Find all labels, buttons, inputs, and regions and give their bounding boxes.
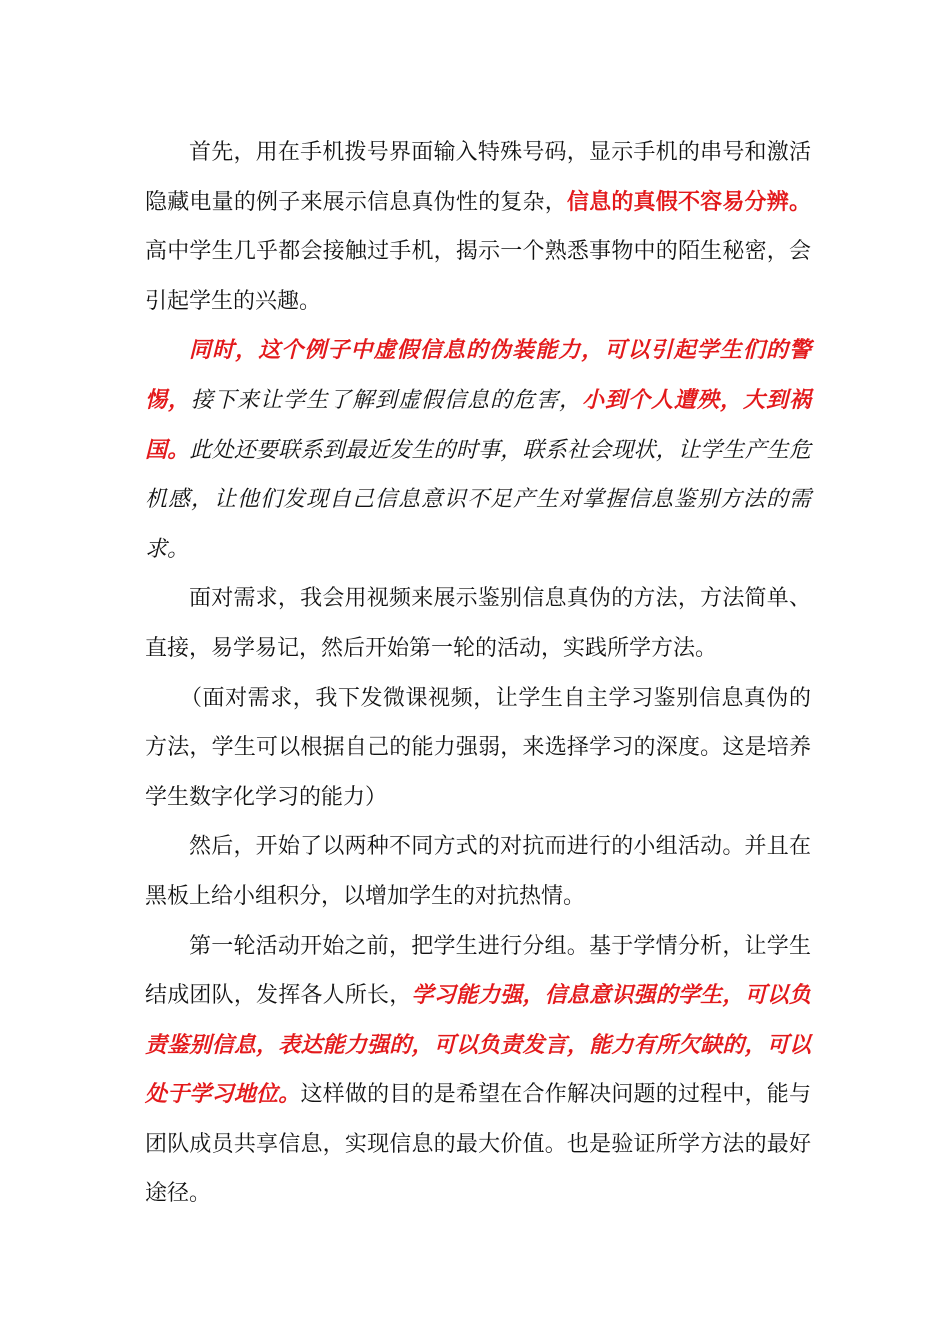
paragraph-4-run-1: （面对需求，我下发微课视频，让学生自主学习鉴别信息真伪的方法，学生可以根据自己的能力强弱，来选择学习的深度。这是培养学生数字化学习的能力） xyxy=(145,685,811,810)
paragraph-5-run-1: 然后，开始了以两种不同方式的对抗而进行的小组活动。并且在黑板上给小组积分，以增加学生的对抗热情。 xyxy=(145,834,811,909)
document-page xyxy=(145,128,811,1219)
paragraph-4 xyxy=(145,674,811,823)
paragraph-1 xyxy=(145,128,811,326)
paragraph-1-run-3: 高中学生几乎都会接触过手机，揭示一个熟悉事物中的陌生秘密，会引起学生的兴趣。 xyxy=(145,239,811,314)
paragraph-2-highlight-1: 同时，这个例子中虚假信息的伪装能力，可以引起学生们的警惕， xyxy=(145,337,811,413)
paragraph-5 xyxy=(145,822,811,921)
paragraph-3 xyxy=(145,574,811,673)
paragraph-1-run-1: 首先，用在手机拨号界面输入特殊号码，显示手机的串号和激活隐藏电量的例子来展示信息真伪性的复杂， xyxy=(145,140,811,215)
paragraph-6-run-1: 第一轮活动开始之前，把学生进行分组。基于学情分析，让学生结成团队，发挥各人所长， xyxy=(145,933,811,1009)
paragraph-2 xyxy=(145,326,811,574)
paragraph-1-highlight: 信息的真假不容易分辨。 xyxy=(566,188,811,215)
paragraph-3-run-1: 面对需求，我会用视频来展示鉴别信息真伪的方法，方法简单、直接，易学易记，然后开始第一轮的活动，实践所学方法。 xyxy=(145,586,811,661)
paragraph-6 xyxy=(145,922,811,1220)
paragraph-6-run-3: 这样做的目的是希望在合作解决问题的过程中，能与团队成员共享信息，实现信息的最大价值。也是验证所学方法的最好途径。 xyxy=(145,1082,811,1207)
paragraph-2-run-4: 此处还要联系到最近发生的时事，联系社会现状，让学生产生危机感，让他们发现自己信息意识不足产生对掌握信息鉴别方法的需求。 xyxy=(145,437,811,562)
paragraph-2-highlight-2: 小到个人遭殃，大到祸国。 xyxy=(145,386,811,463)
paragraph-6-highlight: 学习能力强，信息意识强的学生，可以负责鉴别信息，表达能力强的，可以负责发言，能力有所欠缺的，可以处于学习地位。 xyxy=(145,982,811,1108)
paragraph-2-run-2: 接下来让学生了解到虚假信息的危害， xyxy=(191,387,582,413)
